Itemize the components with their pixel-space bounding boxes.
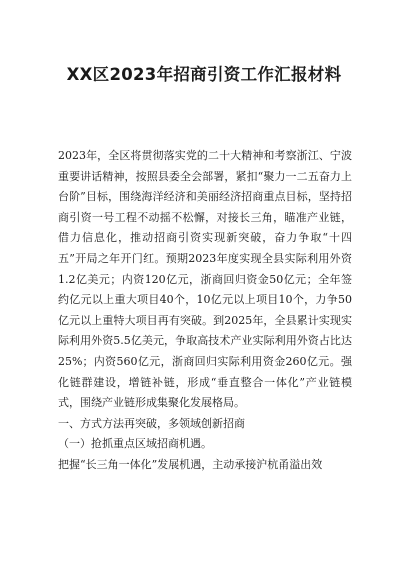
intro-paragraph: 2023年，全区将贯彻落实党的二十大精神和考察浙江、宁波重要讲话精神，按照县委全会部署，紧扣“聚力一二五奋力上台阶”目标，围绕海洋经济和美丽经济招商重点目标，坚持招商引资一号工程不动摇不松懈，对接长三角，瞄准产业链，借力信息化，推动招商引资实现新突破，奋力争取“十四五”开局之年开门红。预期2023年度实现全县实际利用外资1.2亿美元；内资120亿元，浙商回归资金50亿元；全年签约亿元以上重大项目40个，10亿元以上项目10个，力争50亿元以上重特大项目再有突破。到2025年，全县累计实现实际利用外资5.5亿美元，争取高技术产业实际利用外资占比达25%；内资560亿元，浙商回归实际利用资金260亿元。强化链群建设，增链补链，形成“垂直整合一体化”产业链模式，围绕产业链形成集聚化发展格局。 bbox=[58, 149, 352, 410]
document-body bbox=[58, 146, 352, 476]
subsection-heading: （一）抢抓重点区域招商机遇。 bbox=[58, 437, 212, 451]
body-paragraph: 把握“长三角一体化”发展机遇，主动承接沪杭甬溢出效 bbox=[58, 457, 323, 471]
document-title: XX区2023年招商引资工作汇报材料 bbox=[66, 65, 342, 84]
section-heading: 一、方式方法再突破，多领域创新招商 bbox=[58, 416, 245, 430]
